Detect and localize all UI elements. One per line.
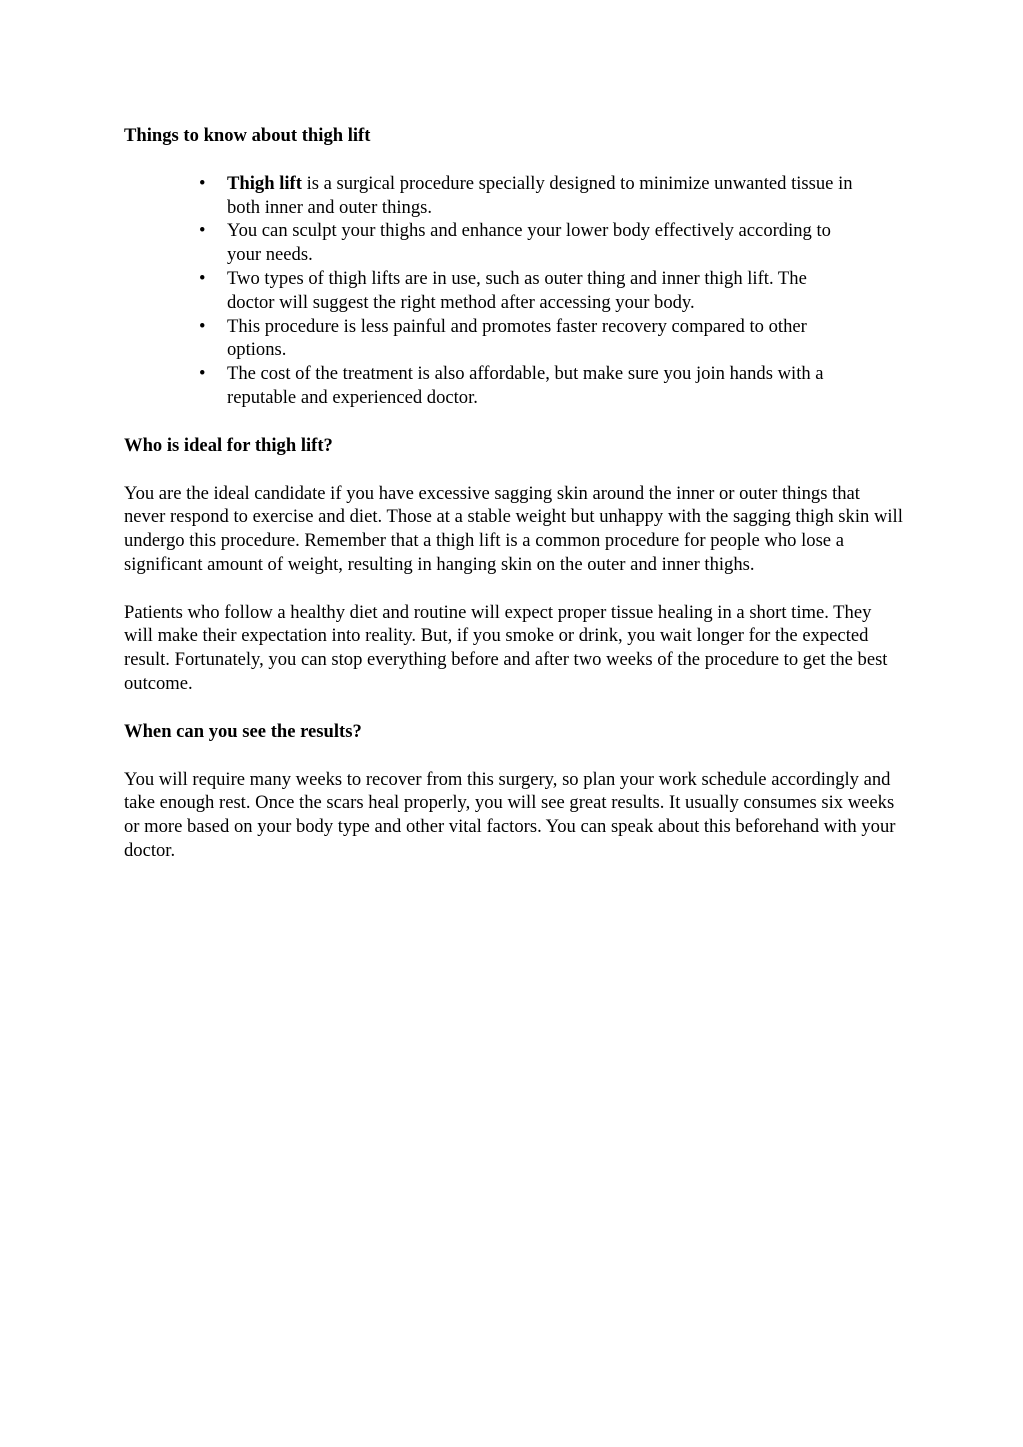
bold-term: Thigh lift: [227, 172, 302, 194]
document-page: [124, 124, 904, 863]
bullet-icon: •: [199, 172, 206, 194]
list-item-text: You can sculpt your thighs and enhance your lower body effectively according to your needs.: [227, 220, 831, 266]
heading-things-to-know: Things to know about thigh lift: [124, 125, 371, 146]
list-item: [199, 172, 857, 220]
list-item-text: This procedure is less painful and promotes faster recovery compared to other options.: [227, 315, 807, 361]
bullet-list: [124, 172, 857, 410]
list-item-text: is a surgical procedure specially designed to minimize unwanted tissue in both inner and outer things.: [227, 172, 853, 218]
bullet-icon: •: [199, 363, 206, 385]
bullet-icon: •: [199, 220, 206, 242]
bullet-icon: •: [199, 267, 206, 289]
list-item: [199, 219, 857, 267]
bullet-icon: •: [199, 315, 206, 337]
heading-who-is-ideal: Who is ideal for thigh lift?: [124, 434, 333, 456]
paragraph: Patients who follow a healthy diet and routine will expect proper tissue healing in a short time. They will make their expectation into reality. But, if you smoke or drink, you wait longer for the expected result. Fortunately, you can stop everything before and after two weeks of the procedure to get the best outcome.: [124, 601, 888, 694]
heading-when-results: When can you see the results?: [124, 720, 362, 742]
paragraph-spacer: [124, 577, 904, 601]
list-item: [199, 362, 857, 410]
list-item: [199, 267, 857, 315]
paragraph: You are the ideal candidate if you have excessive sagging skin around the inner or outer things that never respond to exercise and diet. Those at a stable weight but unhappy with the sagging thigh skin will undergo this procedure. Remember that a thigh lift is a common procedure for people who lose a significant amount of weight, resulting in hanging skin on the outer and inner thighs.: [124, 482, 903, 575]
list-item-text: Two types of thigh lifts are in use, such as outer thing and inner thigh lift. The doctor will suggest the right method after accessing your body.: [227, 267, 807, 313]
paragraph: You will require many weeks to recover from this surgery, so plan your work schedule accordingly and take enough rest. Once the scars heal properly, you will see great results. It usually consumes six weeks or more based on your body type and other vital factors. You can speak about this beforehand with your doctor.: [124, 768, 896, 861]
list-item: [199, 315, 857, 363]
list-item-text: The cost of the treatment is also affordable, but make sure you join hands with a reputable and experienced doctor.: [227, 363, 824, 408]
